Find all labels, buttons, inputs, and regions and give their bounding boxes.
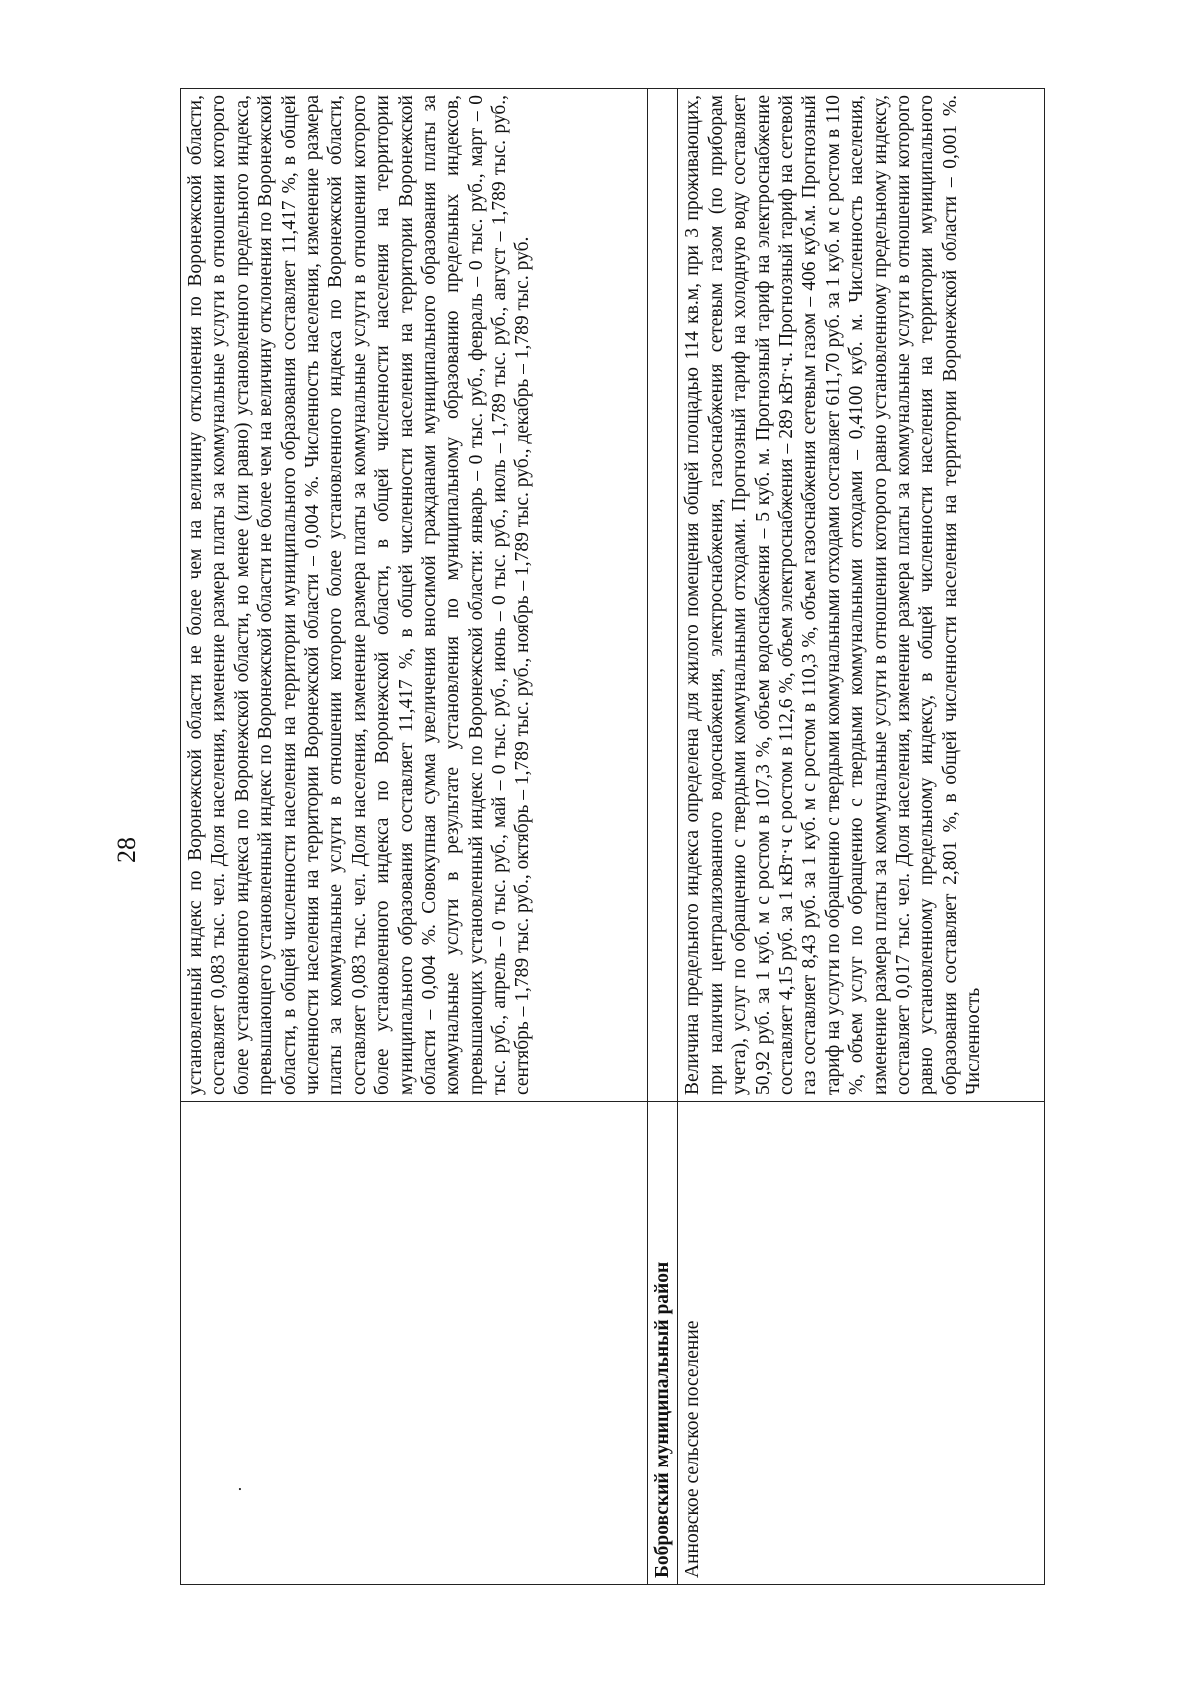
municipality-cell-empty (181, 1102, 648, 1585)
stray-mark: · (230, 1486, 250, 1492)
table-row (678, 89, 1045, 1585)
municipality-name: Анновское сельское поселение (678, 1102, 1045, 1585)
district-header: Бобровский муниципальный район (648, 1102, 678, 1585)
description-cell: установленный индекс по Воронежской области не более чем на величину отклонения по Воронежской области, составляет 0,083 тыс. чел. Доля населения, изменение размера платы за коммунальные услуги в отношении которого более установленного индекса по Воронежской области, но менее (или равно) установленного предельного индекса, превышающего установленный индекс по Воронежской области не более чем на величину отклонения по Воронежской области, в общей численности населения на территории муниципального образования составляет 11,417 %, в общей численности населения на территории Воронежской области – 0,004 %. Численность населения, изменение размера платы за коммунальные услуги в отношении которого более установленного индекса по Воронежской области, составляет 0,083 тыс. чел. Доля населения, изменение размера платы за коммунальные услуги в отношении которого более установленного индекса по Воронежской области, в общей численности населения на территории муниципального образования составляет 11,417 %, в общей численности населения на территории Воронежской области – 0,004 %. Совокупная сумма увеличения вносимой гражданами муниципального образования платы за коммунальные услуги в результате установления по муниципальному образованию предельных индексов, превышающих установленный индекс по Воронежской области: январь – 0 тыс. руб., февраль – 0 тыс. руб., март – 0 тыс. руб., апрель – 0 тыс. руб., май – 0 тыс. руб., июнь – 0 тыс. руб., июль – 1,789 тыс. руб., август – 1,789 тыс. руб., сентябрь – 1,789 тыс. руб., октябрь – 1,789 тыс. руб., ноябрь – 1,789 тыс. руб., декабрь – 1,789 тыс. руб. (181, 89, 648, 1102)
description-cell: Величина предельного индекса определена для жилого помещения общей площадью 114 кв.м, при 3 проживающих, при наличии централизованного водоснабжения, электроснабжения, газоснабжения сетевым газом (по приборам учета), услуг по обращению с твердыми коммунальными отходами. Прогнозный тариф на холодную воду составляет 50,92 руб. за 1 куб. м с ростом в 107,3 %, объем водоснабжения – 5 куб. м. Прогнозный тариф на электроснабжение составляет 4,15 руб. за 1 кВт·ч с ростом в 112,6 %, объем электроснабжения – 289 кВт·ч. Прогнозный тариф на сетевой газ составляет 8,43 руб. за 1 куб. м с ростом в 110,3 %, объем газоснабжения сетевым газом – 406 куб.м. Прогнозный тариф на услуги по обращению с твердыми коммунальными отходами составляет 611,70 руб. за 1 куб. м с ростом в 110 %, объем услуг по обращению с твердыми коммунальными отходами – 0,4100 куб. м. Численность населения, изменение размера платы за коммунальные услуги в отношении которого равно установленному предельному индексу, составляет 0,017 тыс. чел. Доля населения, изменение размера платы за коммунальные услуги в отношении которого равно установленному предельному индексу, в общей численности населения на территории муниципального образования составляет 2,801 %, в общей численности населения на территории Воронежской области – 0,001 %. Численность (678, 89, 1045, 1102)
page-number: 28 (112, 837, 141, 863)
document-page (100, 95, 1100, 1605)
tariff-table (180, 88, 1045, 1585)
district-header-empty (648, 89, 678, 1102)
table-row (181, 89, 648, 1585)
section-header-row (648, 89, 678, 1585)
